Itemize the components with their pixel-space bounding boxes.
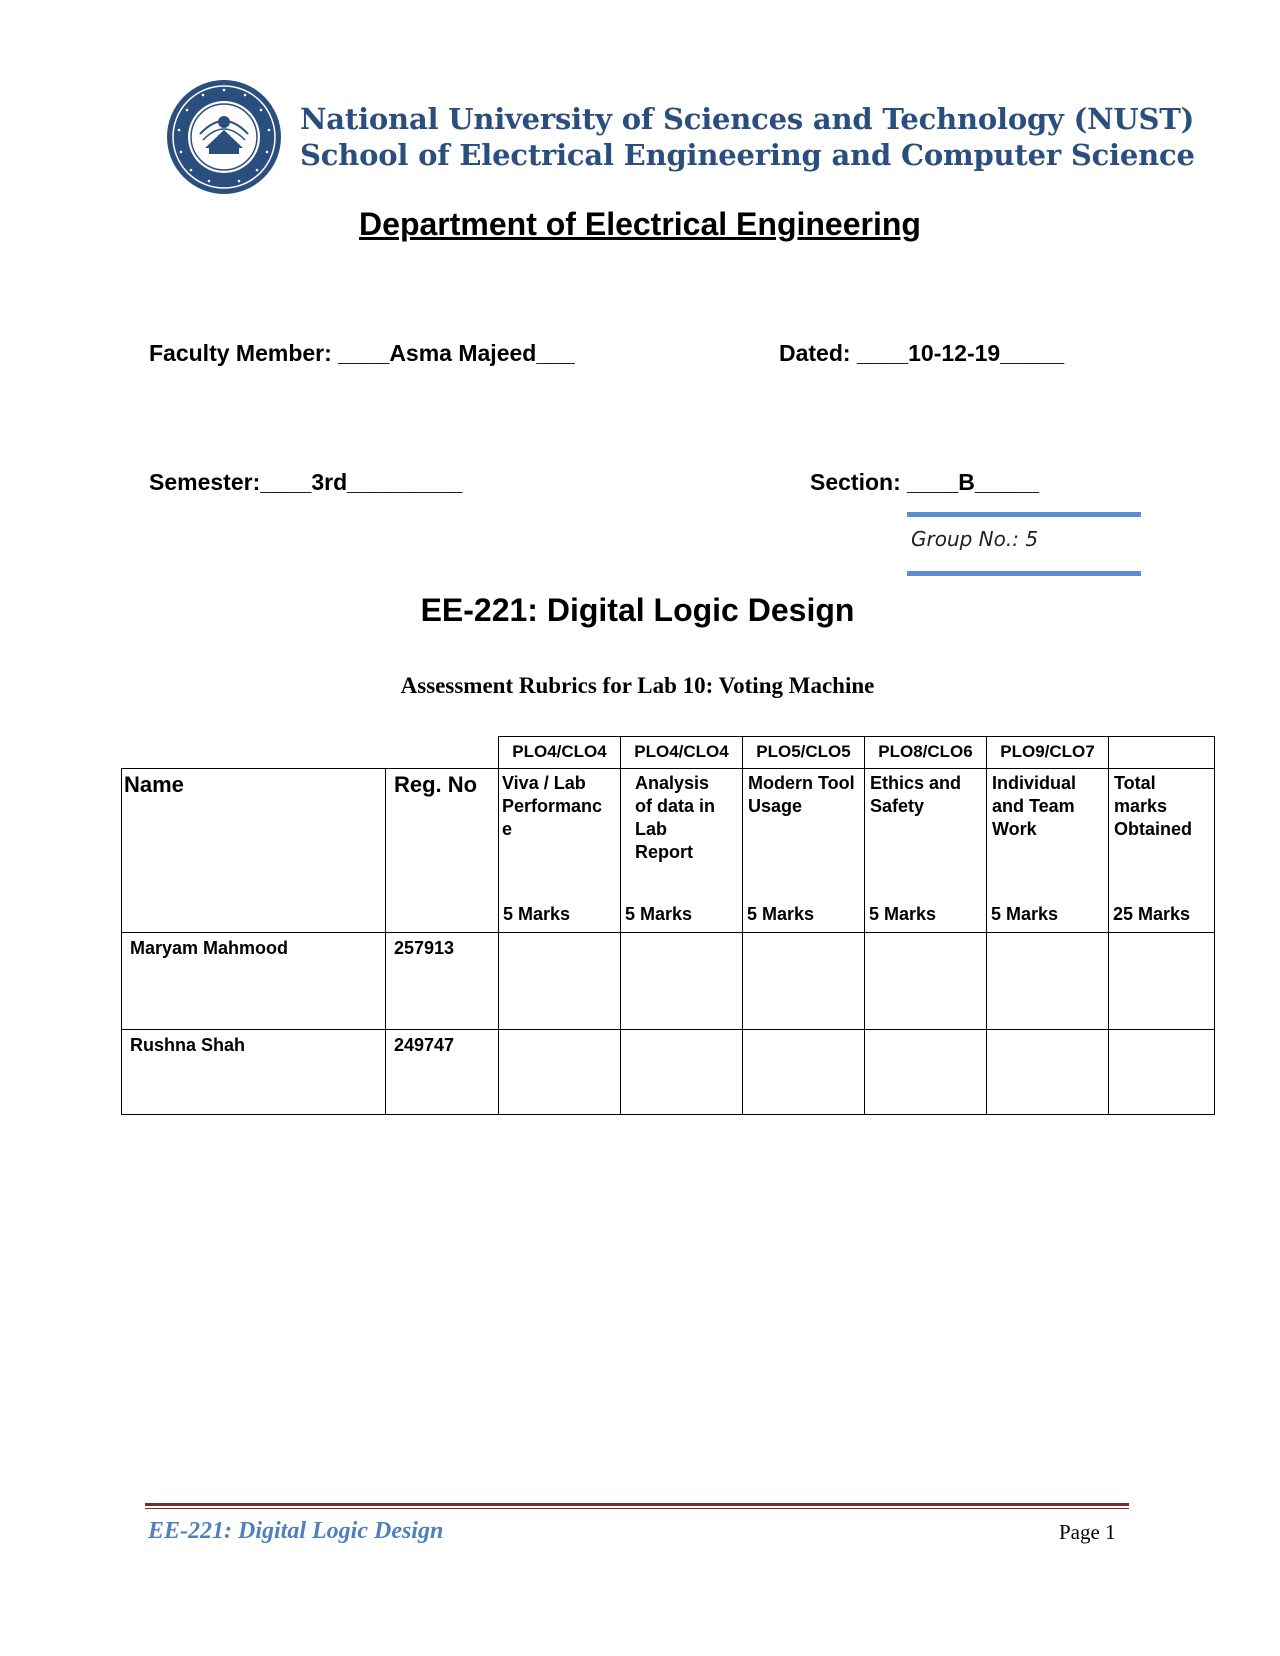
criterion-label: Viva / Lab Performanc e	[502, 773, 603, 839]
plo-cell: PLO8/CLO6	[865, 737, 987, 769]
student-name: Maryam Mahmood	[130, 938, 289, 958]
nust-logo	[165, 78, 283, 196]
reg-no: 249747	[394, 1035, 455, 1055]
course-title: EE-221: Digital Logic Design	[420, 592, 855, 628]
university-name: National University of Sciences and Technology (NUST)	[300, 102, 1195, 136]
blank-cell	[386, 737, 499, 769]
semester: Semester:____3rd_________	[149, 469, 463, 495]
plo-cell: PLO5/CLO5	[743, 737, 865, 769]
nust-seal-icon	[165, 78, 283, 196]
faculty-member: Faculty Member: ____Asma Majeed___	[149, 340, 575, 366]
score-cell	[865, 933, 987, 1030]
criterion-marks: 5 Marks	[747, 904, 815, 924]
footer-divider-thin	[145, 1508, 1129, 1509]
score-cell	[987, 1030, 1109, 1115]
score-cell	[987, 933, 1109, 1030]
criterion-marks: 5 Marks	[503, 904, 571, 924]
student-name: Rushna Shah	[130, 1035, 246, 1055]
student-name-cell	[122, 1030, 386, 1115]
criterion-cell	[1109, 769, 1215, 933]
score-cell	[743, 1030, 865, 1115]
reg-no-cell	[386, 933, 499, 1030]
student-name-cell	[122, 933, 386, 1030]
criterion-label: Modern Tool Usage	[748, 773, 855, 816]
score-cell	[1109, 933, 1215, 1030]
criterion-label: Analysis of data in Lab Report	[635, 773, 715, 862]
footer-divider	[145, 1503, 1129, 1506]
plo-cell: PLO4/CLO4	[621, 737, 743, 769]
criterion-cell	[987, 769, 1109, 933]
score-cell	[743, 933, 865, 1030]
criterion-label: Individual and Team Work	[992, 773, 1077, 839]
reg-no-cell	[386, 1030, 499, 1115]
table-row	[122, 1030, 1215, 1115]
name-header: Name	[122, 769, 386, 933]
plo-cell	[1109, 737, 1215, 769]
criterion-marks: 25 Marks	[1113, 904, 1191, 924]
plo-cell: PLO9/CLO7	[987, 737, 1109, 769]
criterion-cell	[865, 769, 987, 933]
school-name: School of Electrical Engineering and Computer Science	[300, 138, 1195, 172]
department-title	[0, 206, 1280, 243]
page-number: Page 1	[1059, 1520, 1116, 1544]
criterion-cell	[621, 769, 743, 933]
header-row	[122, 769, 1215, 933]
group-box	[907, 512, 1141, 576]
criterion-label: Total marks Obtained	[1114, 773, 1193, 839]
criterion-marks: 5 Marks	[991, 904, 1059, 924]
table-row	[122, 933, 1215, 1030]
criterion-label: Ethics and Safety	[870, 773, 962, 816]
criterion-marks: 5 Marks	[625, 904, 693, 924]
plo-row	[122, 737, 1215, 769]
footer-course: EE-221: Digital Logic Design	[148, 1518, 444, 1544]
reg-no: 257913	[394, 938, 455, 958]
criterion-marks: 5 Marks	[869, 904, 937, 924]
score-cell	[499, 1030, 621, 1115]
criterion-cell	[743, 769, 865, 933]
reg-header: Reg. No	[386, 769, 499, 933]
score-cell	[499, 933, 621, 1030]
plo-cell: PLO4/CLO4	[499, 737, 621, 769]
score-cell	[621, 933, 743, 1030]
department-title-text: Department of Electrical Engineering	[359, 206, 921, 242]
dated: Dated: ____10-12-19_____	[779, 340, 1065, 366]
section: Section: ____B_____	[810, 469, 1039, 495]
assessment-table	[121, 736, 1215, 1115]
blank-cell	[122, 737, 386, 769]
group-number: Group No.: 5	[911, 527, 1039, 551]
criterion-cell	[499, 769, 621, 933]
rubric-title: Assessment Rubrics for Lab 10: Voting Machine	[400, 673, 875, 698]
score-cell	[865, 1030, 987, 1115]
score-cell	[1109, 1030, 1215, 1115]
score-cell	[621, 1030, 743, 1115]
